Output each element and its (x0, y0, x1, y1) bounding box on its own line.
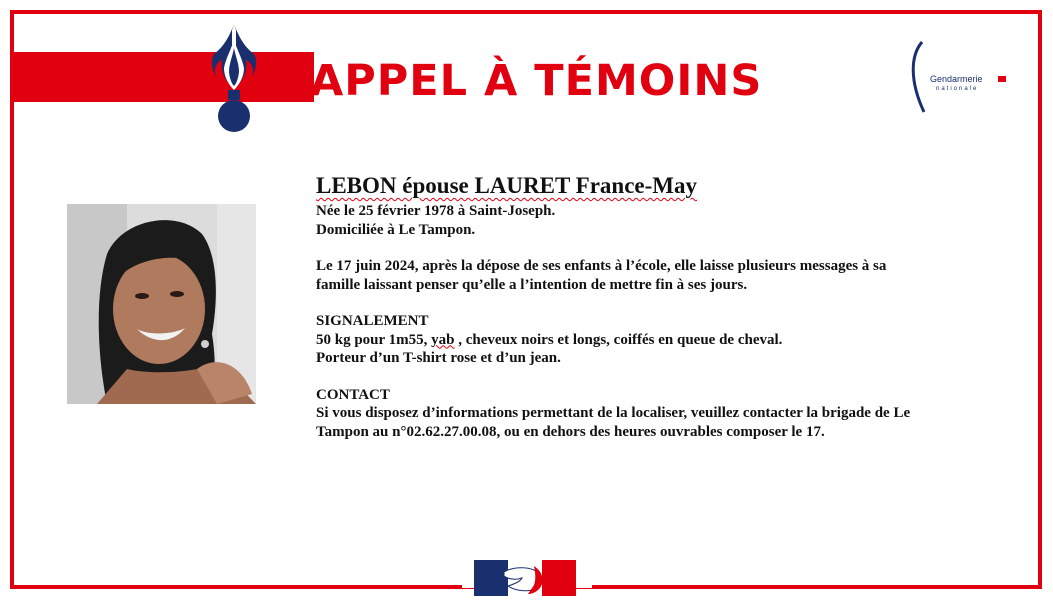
signalement-text-a: 50 kg pour 1m55, (316, 331, 432, 348)
contact-heading: CONTACT (316, 386, 390, 403)
signalement-heading: SIGNALEMENT (316, 313, 429, 329)
page-title: APPEL À TÉMOINS (310, 56, 763, 106)
signalement-line-1 (316, 331, 1016, 350)
signalement-line-2: Porteur d’un T-shirt rose et d’un jean. (316, 350, 561, 366)
gendarmerie-sub: nationale (936, 86, 979, 92)
marianne-logo-icon (474, 560, 576, 596)
gendarmerie-name: Gendarmerie (930, 74, 983, 84)
signalement-text-b: yab (431, 331, 455, 348)
domicile-info: Domiciliée à Le Tampon. (316, 221, 476, 238)
missing-person-photo (67, 204, 256, 404)
story-line-2: famille laissant penser qu’elle a l’intention de mettre fin à ses jours. (316, 276, 748, 293)
contact-line-1: Si vous disposez d’informations permettant de la localiser, veuillez contacter la brigade de Le (316, 405, 911, 421)
person-name: LEBON épouse LAURET France-May (316, 173, 697, 198)
gendarmerie-logo-icon (906, 38, 1016, 118)
flag-mark (998, 76, 1006, 82)
gendarmerie-flame-icon (202, 20, 266, 135)
birth-info: Née le 25 février 1978 à Saint-Joseph. (316, 203, 556, 219)
story-line-1: Le 17 juin 2024, après la dépose de ses enfants à l’école, elle laisse plusieurs messages à sa (316, 258, 887, 274)
notice-body (316, 170, 1016, 441)
contact-line-2: Tampon au n°02.62.27.00.08, ou en dehors des heures ouvrables composer le 17. (316, 423, 825, 440)
red-banner (14, 52, 314, 102)
signalement-text-c: , cheveux noirs et longs, coiffés en queue de cheval. (454, 331, 783, 348)
